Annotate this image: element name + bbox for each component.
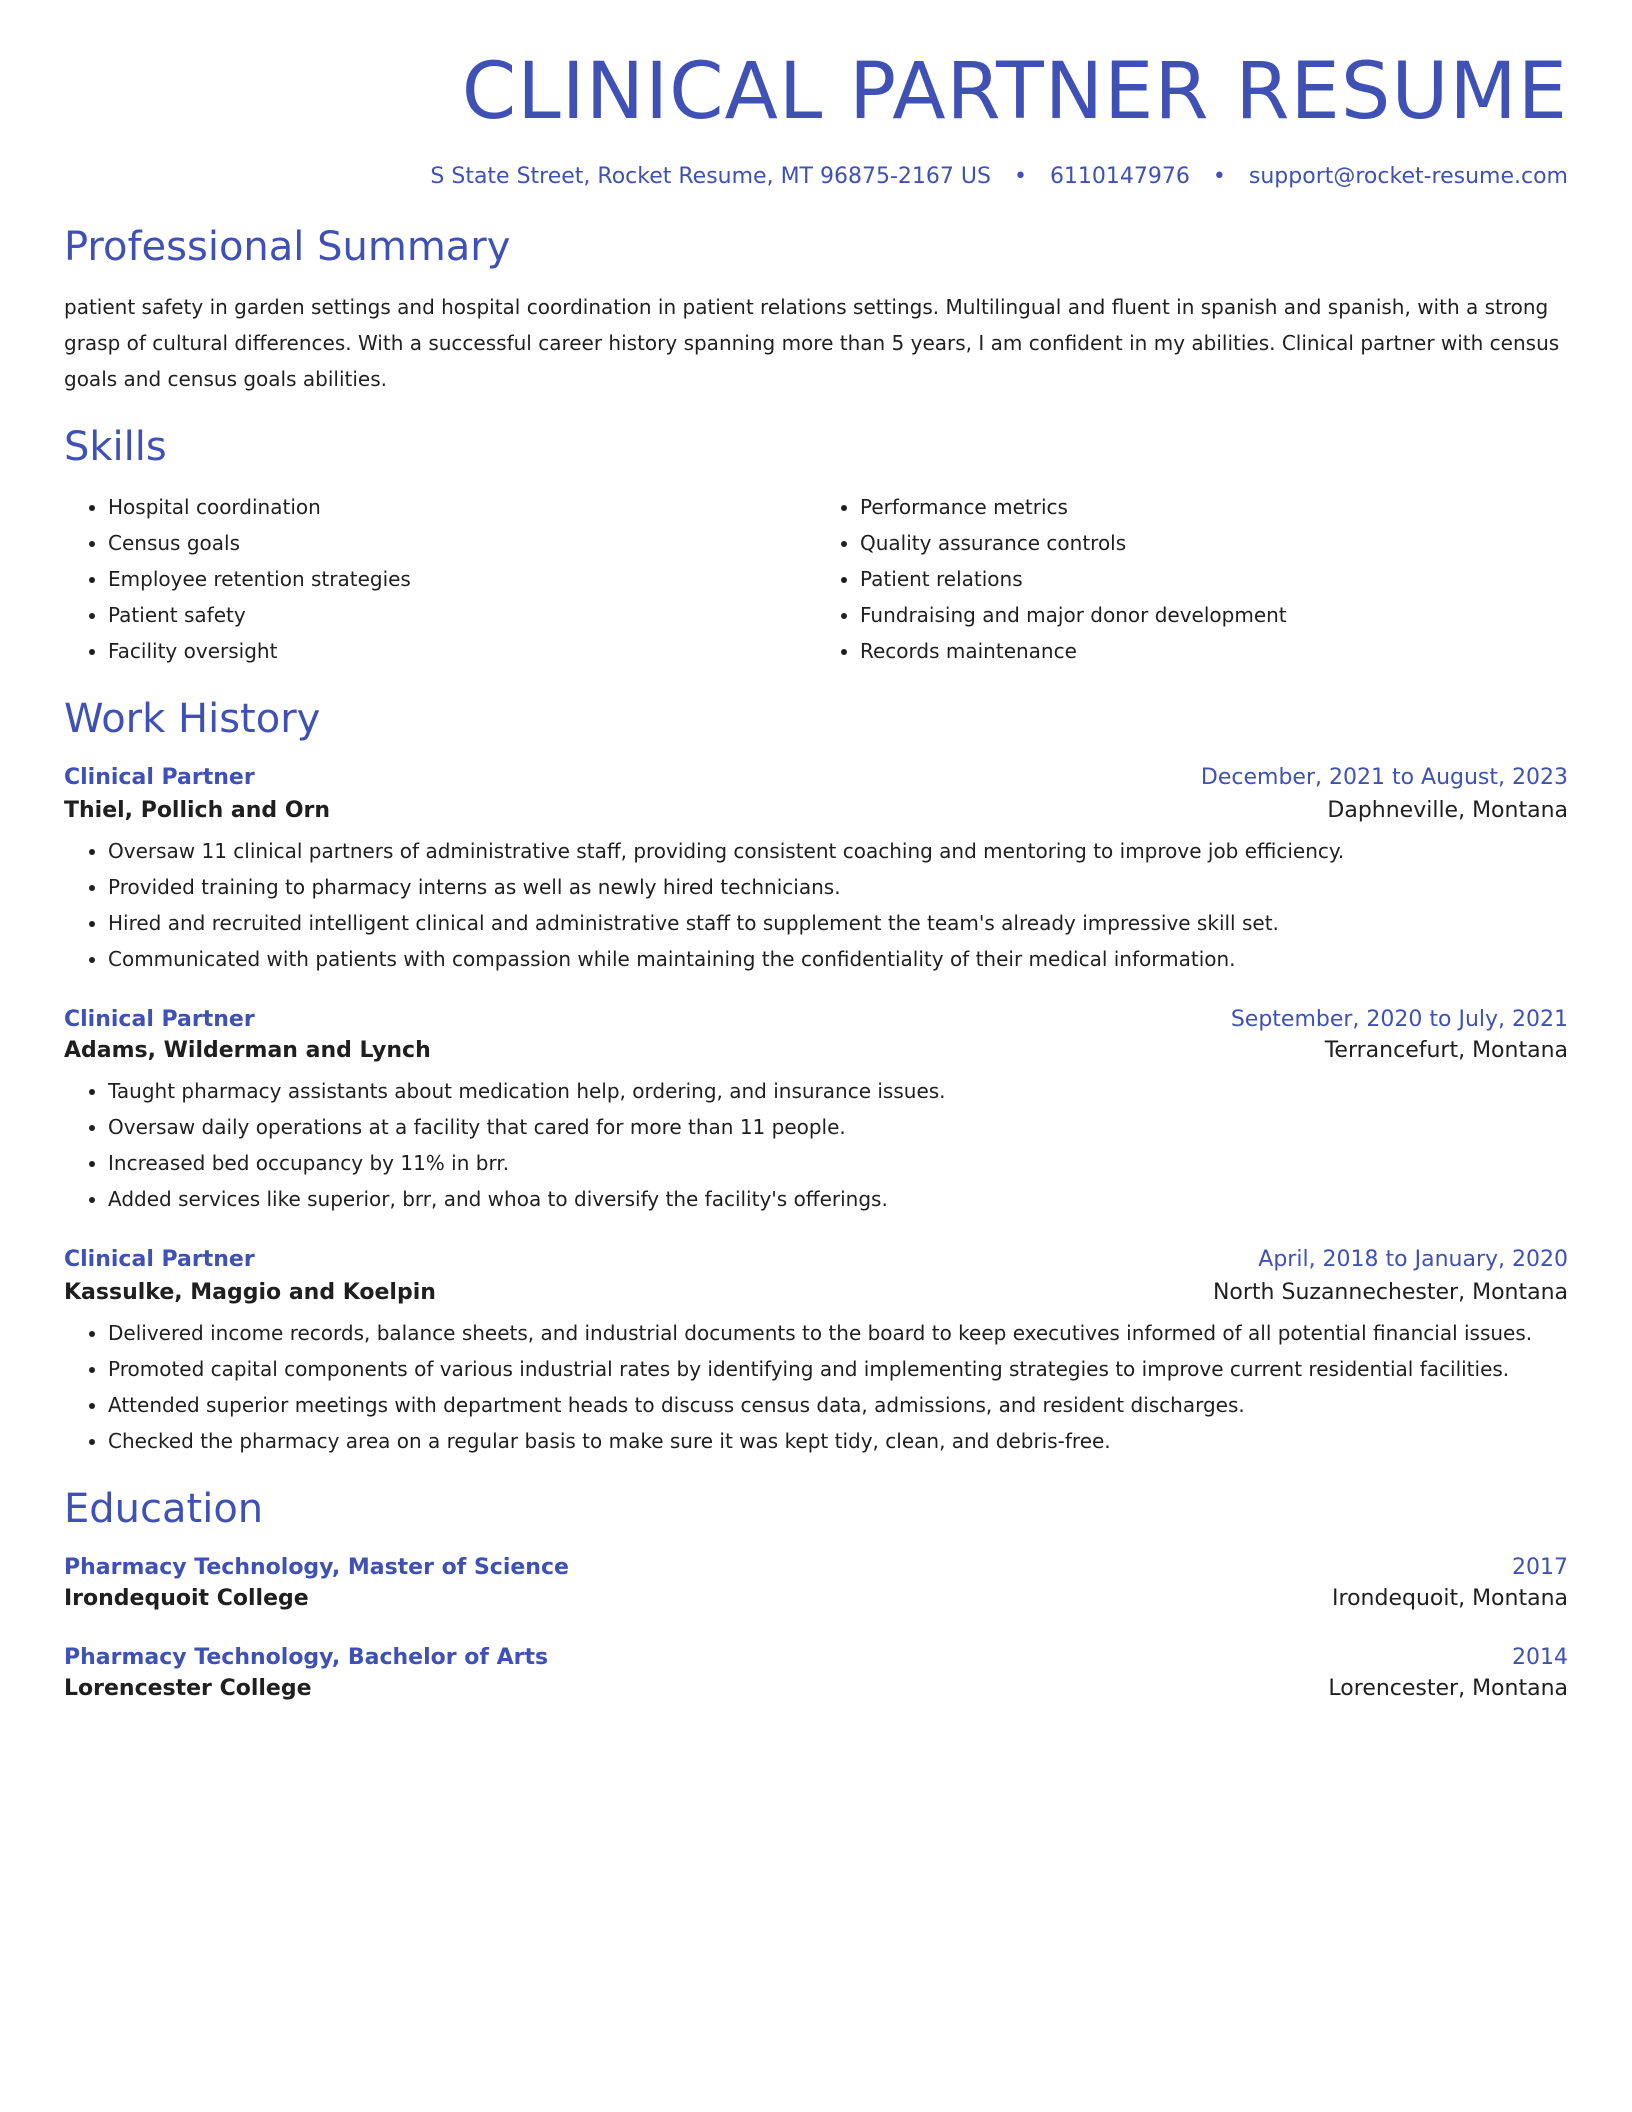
skill-item: • Performance metrics <box>860 489 1568 525</box>
job-company: Adams, Wilderman and Lynch <box>64 1037 431 1063</box>
job-entry <box>64 765 1568 977</box>
skills-section <box>64 423 1568 669</box>
skill-item: • Patient relations <box>860 561 1568 597</box>
job-bullet: • Delivered income records, balance sheets, and industrial documents to the board to keep executives informed of all potential financial issues. <box>108 1315 1568 1351</box>
education-school: Lorencester College <box>64 1675 312 1701</box>
job-bullet: • Added services like superior, brr, and whoa to diversify the facility's offerings. <box>108 1181 1568 1217</box>
job-company: Kassulke, Maggio and Koelpin <box>64 1279 436 1305</box>
skill-item: • Facility oversight <box>108 633 816 669</box>
job-bullets <box>64 1073 1568 1217</box>
summary-text: patient safety in garden settings and hospital coordination in patient relations settings. Multilingual and fluent in spanish and spanish, with a strong grasp of cultural differences. With a successful career history spanning more than 5 years, I am confident in my abilities. Clinical partner with census goals and census goals abilities. <box>64 294 1560 391</box>
education-location: Lorencester, Montana <box>1328 1675 1568 1701</box>
skill-item: • Employee retention strategies <box>108 561 816 597</box>
education-location: Irondequoit, Montana <box>1332 1585 1568 1611</box>
work-heading: Work History <box>64 695 321 742</box>
education-heading: Education <box>64 1485 264 1532</box>
skills-list-right <box>816 489 1568 669</box>
job-company: Thiel, Pollich and Orn <box>64 797 331 823</box>
job-bullet: • Promoted capital components of various industrial rates by identifying and implementing strategies to improve current residential facilities. <box>108 1351 1568 1387</box>
education-degree: Pharmacy Technology, Bachelor of Arts <box>64 1644 549 1670</box>
job-dates: April, 2018 to January, 2020 <box>1258 1246 1568 1272</box>
job-entry <box>64 1007 1568 1217</box>
job-bullets <box>64 1315 1568 1459</box>
job-bullet: • Checked the pharmacy area on a regular basis to make sure it was kept tidy, clean, and debris-free. <box>108 1423 1568 1459</box>
job-title: Clinical Partner <box>64 764 255 790</box>
contact-phone: 6110147976 <box>1049 163 1190 189</box>
summary-section <box>64 223 1568 397</box>
education-subheader <box>64 1676 1568 1701</box>
education-degree: Pharmacy Technology, Master of Science <box>64 1554 569 1580</box>
contact-line <box>64 164 1568 189</box>
education-section <box>64 1485 1568 1701</box>
job-bullet: • Taught pharmacy assistants about medication help, ordering, and insurance issues. <box>108 1073 1568 1109</box>
skill-item: • Fundraising and major donor development <box>860 597 1568 633</box>
contact-separator: • <box>1013 163 1027 189</box>
education-year: 2017 <box>1512 1554 1568 1580</box>
job-bullet: • Communicated with patients with compassion while maintaining the confidentiality of their medical information. <box>108 941 1568 977</box>
job-subheader <box>64 798 1568 823</box>
job-bullet: • Provided training to pharmacy interns as well as newly hired technicians. <box>108 869 1568 905</box>
job-subheader <box>64 1038 1568 1063</box>
job-location: Daphneville, Montana <box>1327 797 1568 823</box>
job-bullets <box>64 833 1568 977</box>
job-bullet: • Hired and recruited intelligent clinical and administrative staff to supplement the team's already impressive skill set. <box>108 905 1568 941</box>
summary-heading: Professional Summary <box>64 223 511 270</box>
education-header <box>64 1555 1568 1580</box>
contact-address: S State Street, Rocket Resume, MT 96875-2167 US <box>430 163 991 189</box>
job-title: Clinical Partner <box>64 1246 255 1272</box>
job-location: Terrancefurt, Montana <box>1324 1037 1568 1063</box>
work-section <box>64 695 1568 1459</box>
contact-separator: • <box>1212 163 1226 189</box>
education-subheader <box>64 1586 1568 1611</box>
skill-item: • Patient safety <box>108 597 816 633</box>
job-title: Clinical Partner <box>64 1006 255 1032</box>
job-dates: December, 2021 to August, 2023 <box>1200 764 1568 790</box>
job-header <box>64 1007 1568 1032</box>
job-bullet: • Oversaw 11 clinical partners of administrative staff, providing consistent coaching and mentoring to improve job efficiency. <box>108 833 1568 869</box>
skills-list-left <box>64 489 816 669</box>
skills-columns <box>64 489 1568 669</box>
job-entry <box>64 1247 1568 1459</box>
resume-title: CLINICAL PARTNER RESUME <box>461 47 1568 137</box>
job-header <box>64 1247 1568 1272</box>
education-school: Irondequoit College <box>64 1585 309 1611</box>
contact-email: support@rocket-resume.com <box>1248 163 1568 189</box>
job-subheader <box>64 1280 1568 1305</box>
job-bullet: • Oversaw daily operations at a facility that cared for more than 11 people. <box>108 1109 1568 1145</box>
job-bullet: • Increased bed occupancy by 11% in brr. <box>108 1145 1568 1181</box>
job-bullet: • Attended superior meetings with department heads to discuss census data, admissions, and resident discharges. <box>108 1387 1568 1423</box>
job-header <box>64 765 1568 790</box>
skill-item: • Quality assurance controls <box>860 525 1568 561</box>
skill-item: • Records maintenance <box>860 633 1568 669</box>
education-year: 2014 <box>1512 1644 1568 1670</box>
skills-heading: Skills <box>64 423 167 470</box>
education-entry <box>64 1645 1568 1701</box>
education-entry <box>64 1555 1568 1611</box>
job-dates: September, 2020 to July, 2021 <box>1230 1006 1568 1032</box>
job-location: North Suzannechester, Montana <box>1212 1279 1568 1305</box>
skill-item: • Hospital coordination <box>108 489 816 525</box>
skill-item: • Census goals <box>108 525 816 561</box>
education-header <box>64 1645 1568 1670</box>
